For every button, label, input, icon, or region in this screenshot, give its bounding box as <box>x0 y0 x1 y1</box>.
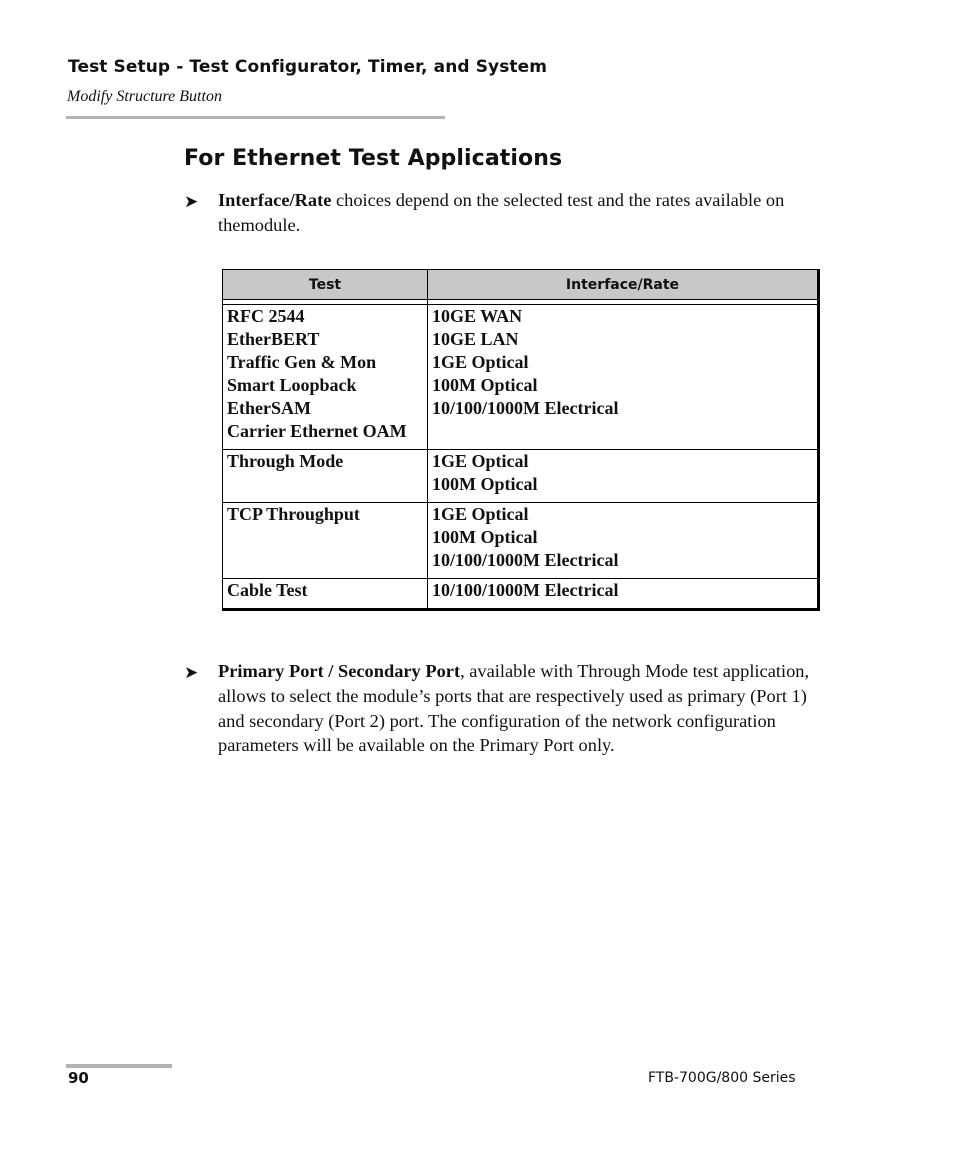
footer-divider <box>66 1064 172 1068</box>
bullet-body: choices depend on the selected test and the rates available on themodule. <box>218 190 785 235</box>
rate-cell <box>428 579 819 610</box>
bullet-text <box>218 188 824 238</box>
rate-cell <box>428 503 819 579</box>
rate-name: 1GE Optical <box>432 504 529 524</box>
rate-name: 10GE LAN <box>432 329 519 349</box>
rate-name: 100M Optical <box>432 527 538 547</box>
bullet-text <box>218 659 824 758</box>
test-name: Traffic Gen & Mon <box>227 352 377 372</box>
table-header-row <box>223 270 819 300</box>
rate-name: 1GE Optical <box>432 451 529 471</box>
rate-name: 100M Optical <box>432 375 538 395</box>
section-title: For Ethernet Test Applications <box>184 146 563 171</box>
table-row <box>223 450 819 503</box>
test-name: TCP Throughput <box>227 504 360 524</box>
product-series: FTB-700G/800 Series <box>648 1070 796 1086</box>
rate-name: 10/100/1000M Electrical <box>432 550 619 570</box>
bullet-interface-rate <box>184 188 824 238</box>
rate-name: 100M Optical <box>432 474 538 494</box>
test-name: EtherBERT <box>227 329 320 349</box>
test-name: Cable Test <box>227 580 308 600</box>
rate-name: 10/100/1000M Electrical <box>432 398 619 418</box>
rate-cell <box>428 305 819 450</box>
bullet-primary-secondary-port <box>184 659 824 758</box>
test-cell <box>223 579 428 610</box>
table-row <box>223 305 819 450</box>
rate-name: 10GE WAN <box>432 306 523 326</box>
bullet-arrow-icon: ➤ <box>184 192 199 212</box>
test-name: Carrier Ethernet OAM <box>227 421 407 441</box>
bullet-arrow-icon: ➤ <box>184 663 199 683</box>
column-header-test: Test <box>223 270 428 300</box>
interface-rate-table <box>222 269 820 611</box>
bullet-body: , available with Through Mode test application, allows to select the module’s ports that are respectively used as primary (Port 1) and secondary (Port 2) port. The configuration of the network configuration parameters will be available on the Primary Port only. <box>218 661 810 756</box>
test-name: EtherSAM <box>227 398 311 418</box>
test-name: RFC 2544 <box>227 306 305 326</box>
test-name: Smart Loopback <box>227 375 357 395</box>
column-header-interface-rate: Interface/Rate <box>428 270 819 300</box>
running-header-subtitle: Modify Structure Button <box>67 88 222 105</box>
rate-name: 10/100/1000M Electrical <box>432 580 619 600</box>
rate-cell <box>428 450 819 503</box>
table-row <box>223 579 819 610</box>
test-cell <box>223 503 428 579</box>
running-header-title: Test Setup - Test Configurator, Timer, and System <box>68 57 548 77</box>
bullet-bold-term: Interface/Rate <box>218 190 332 210</box>
test-cell <box>223 450 428 503</box>
table-row <box>223 503 819 579</box>
rate-name: 1GE Optical <box>432 352 529 372</box>
test-name: Through Mode <box>227 451 344 471</box>
page-number: 90 <box>68 1069 89 1087</box>
header-divider <box>66 116 445 119</box>
test-cell <box>223 305 428 450</box>
bullet-bold-term: Primary Port / Secondary Port <box>218 661 461 681</box>
